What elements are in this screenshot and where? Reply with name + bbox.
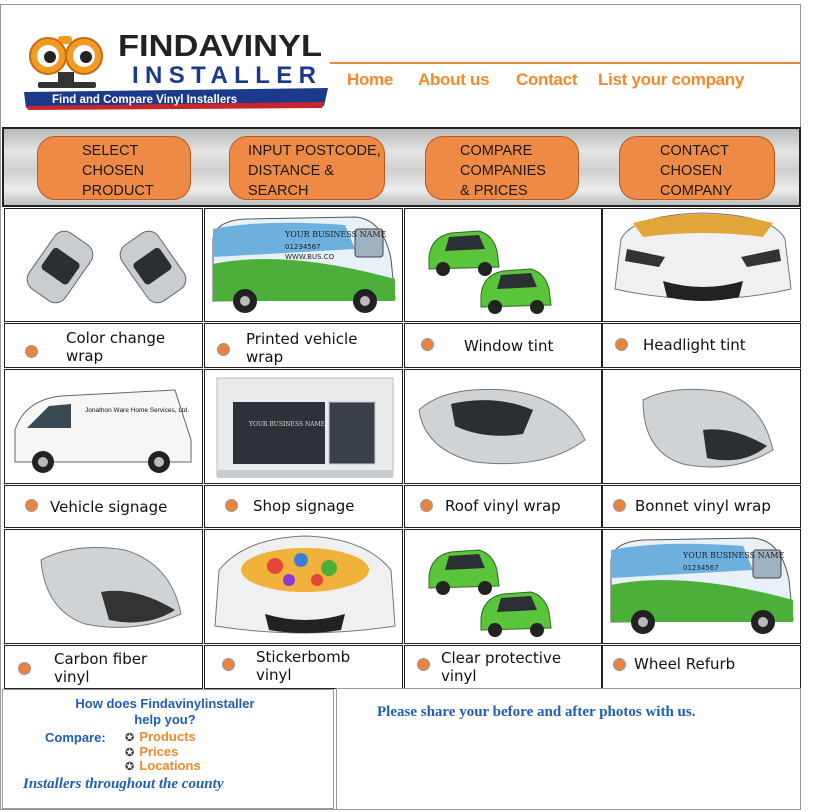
car-bonnet-icon <box>603 370 801 484</box>
option-label: Carbon fiber vinyl <box>54 650 148 686</box>
product-image-stickerbomb-vinyl[interactable] <box>204 529 403 644</box>
product-image-carbon-fiber-vinyl[interactable] <box>4 529 203 644</box>
car-roof-icon <box>405 370 602 484</box>
product-image-printed-vehicle-wrap[interactable] <box>204 208 403 322</box>
van-phone: 01234567 <box>285 243 321 251</box>
radio-button[interactable] <box>615 338 628 351</box>
compare-item-products: Products <box>139 729 196 744</box>
van-web: WWW.BUS.CO <box>285 253 335 261</box>
option-bonnet-vinyl-wrap[interactable] <box>602 485 801 528</box>
option-label: Roof vinyl wrap <box>445 497 561 515</box>
brand-name-bottom: INSTALLER <box>132 62 322 89</box>
steps-banner <box>2 127 801 207</box>
green-cars-icon <box>405 530 602 644</box>
star-icon: ✪ <box>125 731 135 744</box>
option-printed-vehicle-wrap[interactable] <box>204 323 403 368</box>
product-image-shop-signage[interactable] <box>204 369 403 484</box>
option-stickerbomb-vinyl[interactable] <box>204 645 403 689</box>
radio-button[interactable] <box>613 499 626 512</box>
option-label: Stickerbomb vinyl <box>256 648 351 684</box>
option-label: Headlight tint <box>643 336 746 354</box>
option-label: Shop signage <box>253 497 355 515</box>
van-business-name: YOUR BUSINESS NAME <box>285 230 387 239</box>
option-window-tint[interactable] <box>404 323 602 368</box>
option-label: Color change wrap <box>66 329 166 365</box>
share-photos-text: Please share your before and after photos with us. <box>377 704 696 720</box>
product-image-window-tint[interactable] <box>404 208 602 322</box>
printed-van-icon <box>603 530 801 644</box>
step-label: CONTACT CHOSEN COMPANY <box>660 143 733 199</box>
product-image-wheel-refurb[interactable] <box>602 529 801 644</box>
product-image-headlight-tint[interactable] <box>602 208 801 322</box>
radio-button[interactable] <box>225 499 238 512</box>
step-input-postcode[interactable] <box>229 136 385 200</box>
step-label: SELECT CHOSEN PRODUCT <box>82 143 154 199</box>
radio-button[interactable] <box>417 658 430 671</box>
product-image-color-change-wrap[interactable] <box>4 208 203 322</box>
product-image-bonnet-vinyl-wrap[interactable] <box>602 369 801 484</box>
brand-logo[interactable] <box>24 26 332 110</box>
header-divider <box>330 62 800 64</box>
product-image-roof-vinyl-wrap[interactable] <box>404 369 602 484</box>
signage-company: Jonathon Ware Home Services, Ltd. <box>85 407 190 414</box>
option-wheel-refurb[interactable] <box>602 645 801 689</box>
nav-contact[interactable]: Contact <box>516 70 578 89</box>
option-headlight-tint[interactable] <box>602 323 801 368</box>
printed-van-icon <box>205 209 403 322</box>
car-carbon-icon <box>5 530 203 644</box>
radio-button[interactable] <box>25 499 38 512</box>
nav-home[interactable]: Home <box>347 70 394 89</box>
shopfront-icon <box>205 370 403 484</box>
option-label: Window tint <box>464 337 554 355</box>
compare-label: Compare: <box>45 730 106 745</box>
option-shop-signage[interactable] <box>204 485 403 528</box>
nav-list-your-company[interactable]: List your company <box>598 70 745 89</box>
step-compare-companies[interactable] <box>425 136 579 200</box>
shop-sign-text: YOUR BUSINESS NAME <box>249 421 326 428</box>
radio-button[interactable] <box>222 658 235 671</box>
radio-button[interactable] <box>613 658 626 671</box>
how-it-helps-panel <box>2 689 334 809</box>
option-clear-protective-vinyl[interactable] <box>404 645 602 689</box>
option-label: Wheel Refurb <box>634 655 736 673</box>
installers-tagline: Installers throughout the county <box>23 776 224 792</box>
compare-item-prices: Prices <box>139 743 179 759</box>
star-icon: ✪ <box>125 760 135 773</box>
brand-name-top: FINDAVINYL <box>118 28 322 63</box>
step-label: COMPARE COMPANIES & PRICES <box>460 143 546 199</box>
option-carbon-fiber-vinyl[interactable] <box>4 645 203 689</box>
option-label: Bonnet vinyl wrap <box>635 497 771 515</box>
share-photos-panel[interactable] <box>336 688 801 810</box>
option-label: Clear protective vinyl <box>441 649 562 685</box>
step-select-product[interactable] <box>37 136 191 200</box>
radio-button[interactable] <box>420 499 433 512</box>
option-color-change-wrap[interactable] <box>4 323 203 368</box>
green-cars-icon <box>405 209 602 322</box>
nav-about-us[interactable]: About us <box>418 70 490 89</box>
star-icon: ✪ <box>125 745 135 759</box>
stickerbomb-car-icon <box>205 530 403 644</box>
radio-button[interactable] <box>18 662 31 675</box>
white-van-icon <box>5 370 203 484</box>
compare-list <box>125 730 201 774</box>
binoculars-icon <box>24 26 332 110</box>
radio-button[interactable] <box>421 338 434 351</box>
compare-item-locations: Locations <box>139 758 201 773</box>
option-roof-vinyl-wrap[interactable] <box>404 485 602 528</box>
step-contact-company[interactable] <box>619 136 775 200</box>
step-label: INPUT POSTCODE, DISTANCE & SEARCH <box>248 143 381 199</box>
radio-button[interactable] <box>217 343 230 356</box>
brand-tagline: Find and Compare Vinyl Installers <box>52 94 238 106</box>
two-cars-icon <box>5 209 203 322</box>
van-business-name: YOUR BUSINESS NAME <box>683 551 785 560</box>
car-front-icon <box>603 209 801 322</box>
van-phone: 01234567 <box>683 564 719 572</box>
how-title: How does Findavinylinstaller help you? <box>75 696 255 727</box>
option-label: Printed vehicle wrap <box>246 330 358 366</box>
product-image-clear-protective-vinyl[interactable] <box>404 529 602 644</box>
radio-button[interactable] <box>25 345 38 358</box>
option-label: Vehicle signage <box>50 498 168 516</box>
product-image-vehicle-signage[interactable] <box>4 369 203 484</box>
option-vehicle-signage[interactable] <box>4 485 203 528</box>
